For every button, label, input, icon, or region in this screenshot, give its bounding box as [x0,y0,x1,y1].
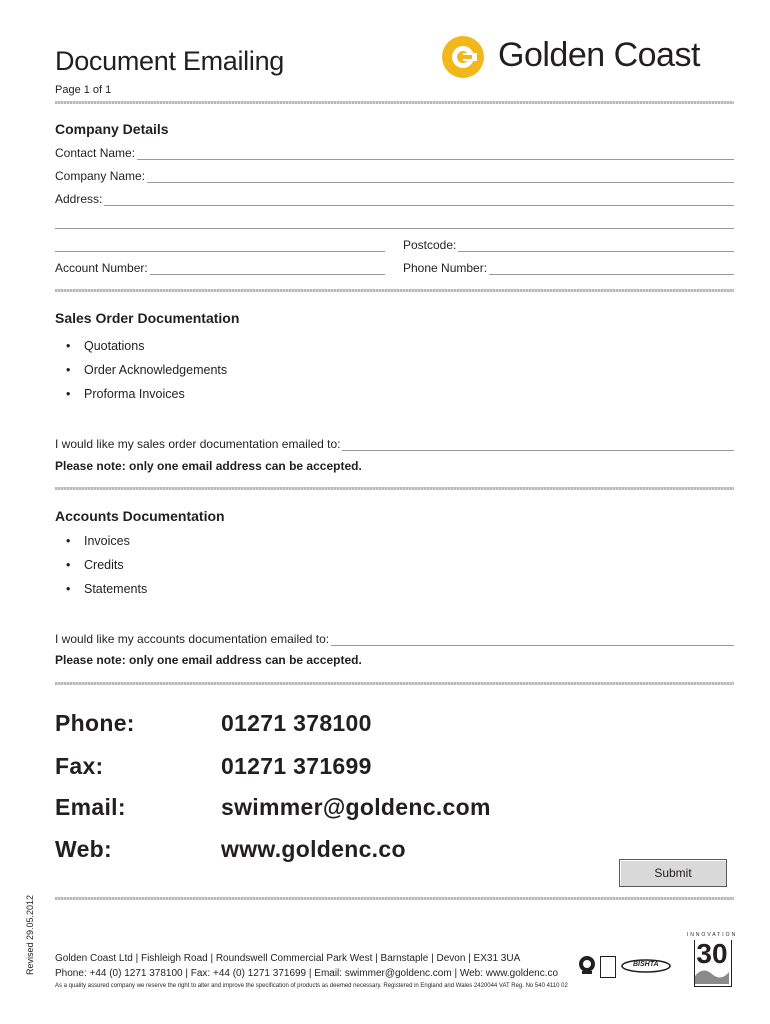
list-item: • Proforma Invoices [66,387,185,401]
address-input[interactable] [104,193,734,206]
accounts-email-note: Please note: only one email address can be accepted. [55,653,362,667]
submit-button[interactable]: Submit [619,859,727,887]
contact-name-label: Contact Name: [55,146,136,160]
sales-email-input[interactable] [342,438,734,451]
account-number-input[interactable] [150,262,385,275]
footer-legal: As a quality assured company we reserve the right to alter and improve the specification of products as deemed necessary. Registered in England and Wales 2420044 VAT Reg. No 540 4110 02 [55,983,568,989]
list-item-label: Credits [84,558,124,572]
list-item-label: Proforma Invoices [84,387,185,401]
quality-assured-badge-icon [578,955,596,975]
postcode-label: Postcode: [403,238,457,252]
contact-name-field[interactable] [55,144,734,160]
sales-email-label: I would like my sales order documentation emailed to: [55,437,341,451]
innovation-30-years-badge [686,932,738,994]
fax-label: Fax: [55,753,104,779]
bishta-logo [621,959,671,973]
sales-order-title: Sales Order Documentation [55,310,240,326]
address-line-2[interactable] [55,228,734,229]
phone-number-label: Phone Number: [403,261,488,275]
company-name-label: Company Name: [55,169,146,183]
innovation-label: INNOVATION [686,932,738,938]
phone-number-input[interactable] [489,262,734,275]
postcode-input[interactable] [458,239,734,252]
years-number: 30 [696,938,728,969]
list-item-label: Invoices [84,534,130,548]
sales-email-note: Please note: only one email address can be accepted. [55,459,362,473]
list-item: • Credits [66,558,124,572]
company-name-field[interactable] [55,167,734,183]
brand-logo [440,34,736,80]
address-label: Address: [55,192,103,206]
page-title: Document Emailing [55,46,285,76]
phone-label: Phone: [55,710,135,736]
footer-contacts: Phone: +44 (0) 1271 378100 | Fax: +44 (0) 1271 371699 | Email: swimmer@goldenc.com | Web: www.goldenc.co [55,968,559,979]
list-item-label: Statements [84,582,148,596]
list-item: • Invoices [66,534,130,548]
divider [55,897,734,900]
revised-date: Revised 29.05.2012 [25,894,35,976]
certification-badge-icon [600,956,616,978]
fax-value: 01271 371699 [221,753,372,779]
divider [55,101,734,104]
list-item: • Quotations [66,339,145,353]
list-item: • Order Acknowledgements [66,363,228,377]
accounts-title: Accounts Documentation [55,508,225,524]
page-number: Page 1 of 1 [55,84,112,96]
bishta-label: BISHTA [633,961,659,968]
divider [55,487,734,490]
account-number-field[interactable] [55,259,385,275]
divider [55,682,734,685]
sales-email-field[interactable] [55,435,734,451]
contact-name-input[interactable] [137,147,734,160]
accounts-email-input[interactable] [331,633,734,646]
postcode-field[interactable] [403,236,734,252]
list-item-label: Quotations [84,339,145,353]
list-item: • Statements [66,582,148,596]
phone-number-field[interactable] [403,259,734,275]
address-line-3[interactable] [55,251,385,252]
email-value: swimmer@goldenc.com [221,794,491,820]
company-name-input[interactable] [147,170,734,183]
golden-coast-logo-icon [440,34,486,80]
web-label: Web: [55,836,112,862]
web-value: www.goldenc.co [221,836,406,862]
brand-name: Golden Coast [498,36,700,74]
list-item-label: Order Acknowledgements [84,363,228,377]
company-details-title: Company Details [55,121,169,137]
phone-value: 01271 378100 [221,710,372,736]
address-field[interactable] [55,190,734,206]
accounts-email-field[interactable] [55,630,734,646]
footer-address: Golden Coast Ltd | Fishleigh Road | Roundswell Commercial Park West | Barnstaple | Devon | EX31 3UA [55,953,521,964]
email-label: Email: [55,794,126,820]
divider [55,289,734,292]
wave-icon [695,966,729,984]
accounts-email-label: I would like my accounts documentation emailed to: [55,632,330,646]
account-number-label: Account Number: [55,261,148,275]
